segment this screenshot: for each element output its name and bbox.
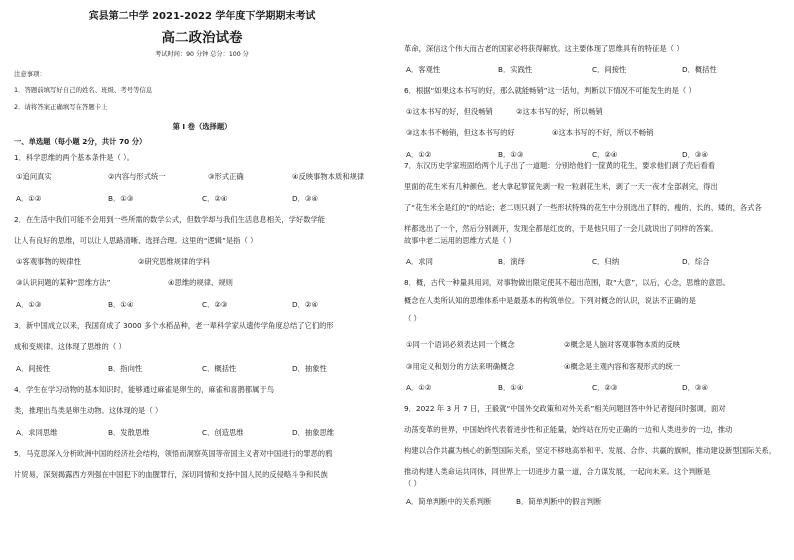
q3-line: 成和变规律。这体现了思维的（ ） <box>14 342 126 351</box>
q7-line: 样都选出了一个，然后分别剥开，发现全都是红皮的，于是他只用了一会儿就说出了同样的答案。 <box>404 224 718 233</box>
q4-line: 类，推理出鸟类是卵生动物。这体现的是（ ） <box>14 406 163 415</box>
note-item: 2．请将答案正确填写在答题卡上 <box>14 103 108 111</box>
q6-item: ④这本书写的不好，所以不畅销 <box>552 128 654 137</box>
q4-option-a: A．求同思维 <box>16 428 58 437</box>
q3-option-c: C．概括性 <box>202 364 237 373</box>
q1-option-d: D．③④ <box>292 194 318 203</box>
q2-item: ①客观事物的规律性 <box>16 257 81 266</box>
q7-option-d: D．综合 <box>682 257 710 266</box>
q5-line: 5．马克思深入分析欧洲中国的经济社会结构，领悟而洞察英国等帝国主义者对中国进行的罪恶的鸦 <box>14 449 333 458</box>
q5-line: 片贸易，深刻揭露西方列强在中国犯下的血腥罪行，深切同情和支持中国人民的反侵略斗争和民族 <box>14 470 328 479</box>
q2-option-a: A．①③ <box>16 300 42 309</box>
exam-meta: 考试时间：90 分钟 总分：100 分 <box>155 51 249 58</box>
q6-line: 6．根据“如果这本书写的好，那么就能畅销”这一话句，判断以下情况不可能发生的是（ ） <box>404 86 696 95</box>
q2-line: 让人有良好的思维，可以让人思路清晰、选择合理。这里的“逻辑”是指（ ） <box>14 236 258 245</box>
q9-option-a: A．简单判断中的关系判断 <box>406 497 492 506</box>
q6-item: ③这本书不畅销，但这本书写的好 <box>406 128 515 137</box>
q6-option-b: B．①③ <box>498 150 524 159</box>
q4-option-c: C．创造思维 <box>202 428 244 437</box>
q8-option-a: A．①② <box>406 383 432 392</box>
q5-option-d: D．概括性 <box>682 65 717 74</box>
section-heading: 一、单选题（每小题 2分，共计 70 分） <box>14 137 147 146</box>
q3-option-a: A．间接性 <box>16 364 51 373</box>
q1-item: ②内容与形式统一 <box>108 172 166 181</box>
q5-option-a: A．客观性 <box>406 65 441 74</box>
q6-item: ①这本书写的好，但没畅销 <box>406 107 493 116</box>
q7-line: 了“花生米全是红的”的结论；老二则只剥了一些形状特殊的花生中分别选出了胖的、瘦的、长的、矮的，各式各 <box>404 203 762 212</box>
q2-option-b: B．①④ <box>108 300 134 309</box>
q8-item: ④概念是主观内容和客观形式的统一 <box>564 362 680 371</box>
q8-option-d: D．③④ <box>682 383 708 392</box>
q3-line: 3．新中国成立以来，我国育成了 3000 多个水稻品种，老一辈科学家从遗传学角度总结了它们的形 <box>14 321 334 330</box>
q4-line: 4．学生在学习动物的基本知识时，能够通过麻雀是卵生的，麻雀和喜鹊都属于鸟 <box>14 385 275 394</box>
q8-item: ③用定义和划分的方法来明确概念 <box>406 362 515 371</box>
q1-option-b: B．①③ <box>108 194 134 203</box>
q1-item: ④反映事物本质和规律 <box>292 172 365 181</box>
q1-item: ①追问真实 <box>16 172 52 181</box>
q7-line: 故事中老二运用的思维方式是（ ） <box>404 236 516 245</box>
q1-option-c: C．②④ <box>202 194 228 203</box>
q8-item: ①同一个语词必须表达同一个概念 <box>406 340 515 349</box>
q2-line: 2．在生活中我们可能不会用到一些所需的数学公式，但数学却与我们生活息息相关，学好数学能 <box>14 215 326 224</box>
q9-line: 构建以合作共赢为核心的新型国际关系，坚定不移地高举和平、发展、合作、共赢的旗帜，推动建设新型国际关系， <box>404 446 777 455</box>
q2-item: ③认识问题的某种“思维方法” <box>16 278 111 287</box>
q1-stem: 1．科学思维的两个基本条件是（ ）。 <box>14 153 135 162</box>
q6-item: ②这本书写的好，所以畅销 <box>516 107 603 116</box>
q4-option-d: D．抽象思维 <box>292 428 335 437</box>
q2-item: ④思维的规律、规则 <box>168 278 233 287</box>
q2-option-d: D．②④ <box>292 300 318 309</box>
q9-line: 推动构建人类命运共同体，同世界上一切进步力量一道，合力谋发展，一起向未来。这个判断是 <box>404 467 711 476</box>
q6-option-c: C．②④ <box>592 150 618 159</box>
q7-option-a: A．求同 <box>406 257 433 266</box>
q8-item: ②概念是人脑对客观事物本质的反映 <box>564 340 680 349</box>
section-title: 第 I 卷（选择题） <box>172 122 232 131</box>
q4-option-b: B．发散思维 <box>108 428 150 437</box>
q2-item: ②研究思维规律的学科 <box>138 257 211 266</box>
q9-line: 动荡变革的世界，中国始终代表着进步性和正能量，始终站在历史正确的一边和人类进步的一边，推动 <box>404 425 733 434</box>
q3-option-d: D．抽象性 <box>292 364 327 373</box>
q7-option-b: B．演绎 <box>498 257 525 266</box>
q7-line: 里面的花生米有几种颜色。老大拿起箩筐先剥一粒一粒剥花生米，剥了一天一夜才全部剥完，得出 <box>404 182 718 191</box>
q2-option-c: C．②③ <box>202 300 228 309</box>
exam-subtitle: 高二政治试卷 <box>161 30 243 46</box>
q8-option-b: B．①④ <box>498 383 524 392</box>
q1-item: ③形式正确 <box>208 172 244 181</box>
q5-option-c: C．间接性 <box>592 65 627 74</box>
q7-option-c: C．归纳 <box>592 257 619 266</box>
q6-option-a: A．①② <box>406 150 432 159</box>
q5-option-b: B．实践性 <box>498 65 533 74</box>
note-item: 1．答题前填写好自己的姓名、班级、考号等信息 <box>14 86 153 94</box>
q8-line: （ ） <box>404 314 421 323</box>
exam-title: 宾县第二中学 2021-2022 学年度下学期期末考试 <box>88 11 316 22</box>
q9-option-b: B．简单判断中的假言判断 <box>516 497 602 506</box>
q9-line: （ ） <box>404 479 421 488</box>
q3-option-b: B．指向性 <box>108 364 143 373</box>
q8-line: 8．概，古代一种量具用词，对事物做出限定使其不超出范围，取“大意”，以后，心念，思维的意思。 <box>404 278 730 287</box>
q8-option-c: C．②③ <box>592 383 618 392</box>
q7-line: 7．东汉历史学家班固给两个儿子出了一道题：分别给他们一筐黄的花生，要求他们剥了壳后看看 <box>404 161 716 170</box>
q9-line: 9．2022 年 3 月 7 日，王毅就“中国外交政策和对外关系”相关问题回答中外记者提问时强调，面对 <box>404 404 726 413</box>
q6-option-d: D．③④ <box>682 150 708 159</box>
q1-option-a: A．①② <box>16 194 42 203</box>
q8-line: 概念在人类所认知的思维体系中是最基本的构筑单位。下列对概念的认识，说法不正确的是 <box>404 296 696 305</box>
q5-continued-line: 革命，深信这个伟大而古老的国家必将获得解放。这主要体现了思维具有的特征是（ ） <box>404 44 684 53</box>
notes-heading: 注意事项： <box>14 70 46 78</box>
